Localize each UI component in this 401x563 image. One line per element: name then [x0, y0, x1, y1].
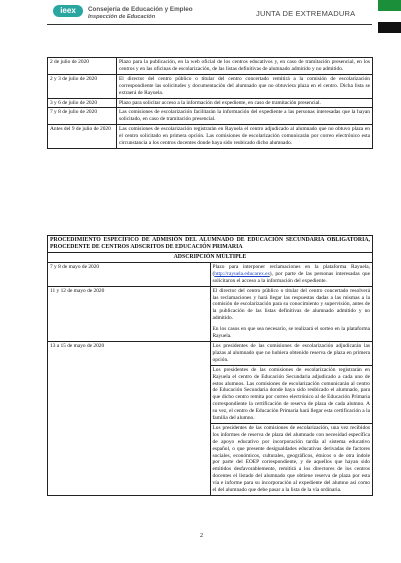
section-subtitle: ADSCRIPCIÓN MÚLTIPLE [48, 253, 373, 263]
date-cell: 7 y 8 de julio de 2020 [48, 108, 117, 125]
table-row [48, 262, 373, 286]
description-cell: Los presidentes de las comisiones de escolarización adjudicarán las plazas al alumnado que no hubiera obtenido reserva de plaza en primera opción. [210, 341, 373, 365]
description-cell: El director del centro público o titular del centro concertado remitirá a la comisión de escolarización correspondiente las solicitudes y documentación del alumnado que no obtuviera plaza en el centro. Dicha lista se extraerá de Rayuela. [117, 74, 373, 98]
date-cell: 3 y 6 de julio de 2020 [48, 98, 117, 108]
text-span: ), por parte de las personas interesadas que solicitaron el acceso a la información del expediente. [212, 270, 370, 284]
date-cell: 11 y 12 de mayo de 2020 [48, 286, 211, 341]
description-cell: Las comisiones de escolarización facilitarán la información del expediente a las personas interesadas que la hayan solicitado, en caso de tramitación presencial. [117, 108, 373, 125]
description-cell [210, 262, 373, 286]
paragraph: El director del centro público o titular del centro concertado resolverá las reclamaciones y hará llegar las respuestas dadas a las mismas a la comisión de escolarización para su conocimiento y supervisión, antes de la publicación de las listas definitivas de alumnado admitido y no admitido. [212, 287, 370, 322]
ieex-logo: ieex [53, 5, 83, 17]
date-cell: Antes del 9 de julio de 2020 [48, 125, 117, 149]
description-cell: Los presidentes de las comisiones de escolarización, una vez recibidos los informes de reserva de plaza del alumnado con necesidad específica de apoyo educativo por incorporación tardía al sistema educativo español, o que presente desigualdades educativas derivadas de factores sociales, económicos, culturales, geográficos, étnicos o de otra índole por parte del EOEP correspondiente, y de aquellos que hayan sido emitidos desfavorablemente, remitirá a los directores de los centros docentes el listado del alumnado que obtiene reserva de plaza por esta vía e informe para su incorporación al expediente del alumno así como el del alumnado que debe pasar a la lista de la vía ordinaria. [210, 423, 373, 495]
table-row [48, 341, 373, 365]
paragraph: En los casos en que sea necesario, se realizará el sorteo en la plataforma Rayuela. [212, 326, 370, 340]
date-cell: 2 y 3 de julio de 2020 [48, 74, 117, 98]
date-cell: 13 a 15 de mayo de 2020 [48, 341, 211, 495]
org-department: Inspección de Educación [88, 14, 156, 20]
section-title: PROCEDIMIENTO ESPECÍFICO DE ADMISIÓN DEL ALUMNADO DE EDUCACIÓN SECUNDARIA OBLIGATORIA, PROCEDENTE DE CENTROS ADSCRITOS DE EDUCACIÓN PRIMARIA [48, 236, 373, 253]
rayuela-link[interactable]: http://rayuela.educarex.es [214, 270, 270, 277]
junta-title: JUNTA DE EXTREMADURA [256, 9, 356, 18]
page-number: 2 [200, 533, 203, 539]
table-row [48, 58, 373, 75]
table-row [48, 98, 373, 108]
table-row [48, 286, 373, 341]
description-cell: Las comisiones de escolarización registrarán en Rayuela el centro adjudicado al alumnado que no obtuvo plaza en el centro solicitado en primera opción. Las comisiones de escolarización comunicarán por correo electrónico esta circunstancia a los centros docentes donde haya sido reubicado dicho alumnado. [117, 125, 373, 149]
date-cell: 2 de julio de 2020 [48, 58, 117, 75]
calendar-table-2 [47, 235, 373, 496]
description-cell: Los presidentes de las comisiones de escolarización registrarán en Rayuela el centro de Educación Secundaria adjudicado a cada uno de estos alumnos. Las comisiones de escolarización comunicarán al centro de Educación Secundaria donde haya sido reubicado el alumnado, para que dicho centro remita por correo electrónico al de Educación Primaria correspondiente la certificación de reserva de plaza de cada alumno. A su vez, el centro de Educación Primaria hará llegar esta certificación a la familia del alumno. [210, 365, 373, 423]
description-cell [210, 286, 373, 341]
table-row [48, 74, 373, 98]
extremadura-flag-icon [378, 0, 401, 33]
table-row [48, 125, 373, 149]
header-divider [47, 24, 372, 25]
text-span: Plazo para interponer reclamaciones en la plataforma Rayuela, ( [212, 263, 370, 277]
description-cell: Plazo para solicitar acceso a la información del expediente, en caso de tramitación presencial. [117, 98, 373, 108]
date-cell: 7 y 8 de mayo de 2020 [48, 262, 211, 286]
table-row [48, 108, 373, 125]
calendar-table-1 [47, 57, 373, 149]
description-cell: Plazo para la publicación, en la web oficial de los centros educativos y, en caso de tramitación presencial, en los centros y en las oficinas de escolarización, de las listas definitivas de alumnado admitido y no admitido. [117, 58, 373, 75]
org-name: Consejería de Educación y Empleo [88, 6, 193, 13]
